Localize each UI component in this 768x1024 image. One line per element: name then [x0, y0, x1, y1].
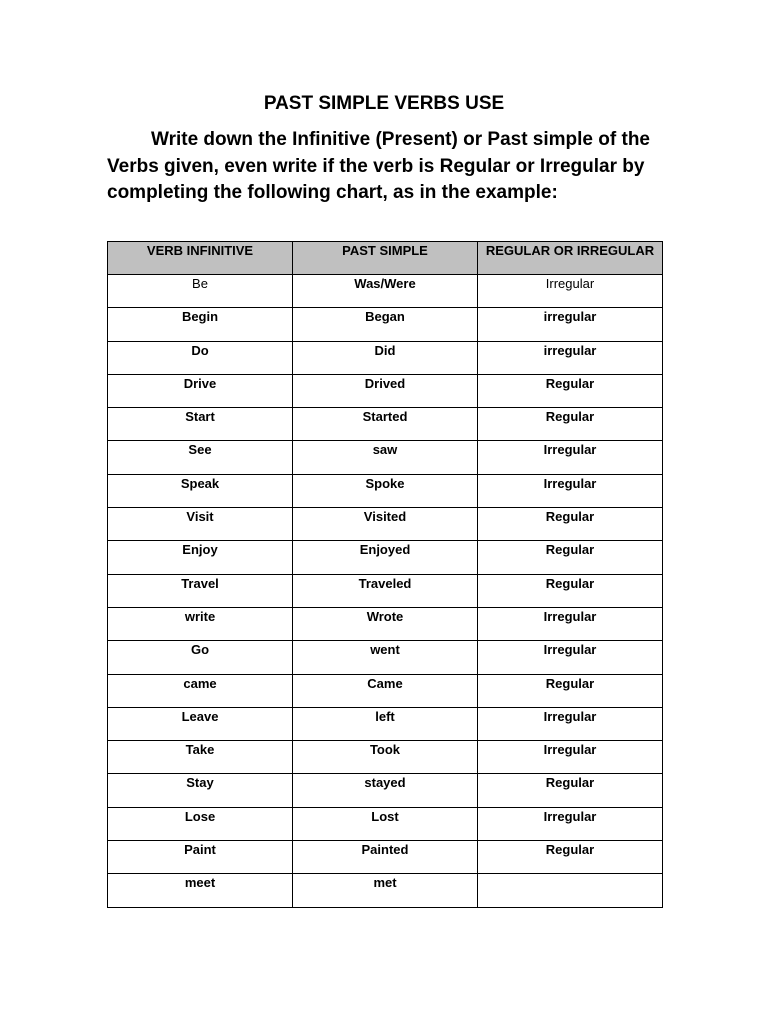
table-header-row: [108, 242, 663, 275]
cell-past-simple: Wrote: [293, 607, 478, 640]
cell-regularity: Irregular: [478, 441, 663, 474]
table-row: [108, 607, 663, 640]
cell-past-simple: Spoke: [293, 474, 478, 507]
table-row: [108, 374, 663, 407]
cell-regularity: Regular: [478, 508, 663, 541]
cell-past-simple: Painted: [293, 841, 478, 874]
cell-past-simple: went: [293, 641, 478, 674]
cell-regularity: Regular: [478, 541, 663, 574]
table-row: [108, 641, 663, 674]
cell-past-simple: Drived: [293, 374, 478, 407]
cell-regularity: Irregular: [478, 707, 663, 740]
table-row: [108, 541, 663, 574]
cell-past-simple: stayed: [293, 774, 478, 807]
cell-infinitive: See: [108, 441, 293, 474]
cell-past-simple: Began: [293, 308, 478, 341]
cell-regularity: Irregular: [478, 641, 663, 674]
cell-infinitive: write: [108, 607, 293, 640]
cell-past-simple: Did: [293, 341, 478, 374]
cell-regularity: Regular: [478, 774, 663, 807]
cell-past-simple: saw: [293, 441, 478, 474]
cell-infinitive: Stay: [108, 774, 293, 807]
cell-infinitive: Begin: [108, 308, 293, 341]
header-regular-or-irregular: REGULAR OR IRREGULAR: [478, 242, 663, 275]
cell-infinitive: Paint: [108, 841, 293, 874]
cell-regularity: Irregular: [478, 275, 663, 308]
cell-past-simple: Took: [293, 741, 478, 774]
cell-infinitive: Be: [108, 275, 293, 308]
table-row: [108, 308, 663, 341]
cell-regularity: irregular: [478, 341, 663, 374]
cell-past-simple: Lost: [293, 807, 478, 840]
cell-infinitive: Do: [108, 341, 293, 374]
table-row: [108, 874, 663, 907]
cell-infinitive: Leave: [108, 707, 293, 740]
cell-regularity: Irregular: [478, 474, 663, 507]
table-row: [108, 841, 663, 874]
cell-past-simple: Came: [293, 674, 478, 707]
table-row: [108, 441, 663, 474]
table-row: [108, 508, 663, 541]
cell-past-simple: Enjoyed: [293, 541, 478, 574]
header-past-simple: PAST SIMPLE: [293, 242, 478, 275]
table-row: [108, 275, 663, 308]
cell-past-simple: Traveled: [293, 574, 478, 607]
table-row: [108, 674, 663, 707]
table-row: [108, 707, 663, 740]
cell-infinitive: Speak: [108, 474, 293, 507]
cell-regularity: Regular: [478, 374, 663, 407]
cell-infinitive: Enjoy: [108, 541, 293, 574]
cell-past-simple: met: [293, 874, 478, 907]
header-verb-infinitive: VERB INFINITIVE: [108, 242, 293, 275]
cell-regularity: Irregular: [478, 807, 663, 840]
cell-regularity: irregular: [478, 308, 663, 341]
cell-regularity: [478, 874, 663, 907]
cell-infinitive: Go: [108, 641, 293, 674]
cell-regularity: Regular: [478, 841, 663, 874]
cell-regularity: Irregular: [478, 607, 663, 640]
cell-infinitive: Drive: [108, 374, 293, 407]
cell-infinitive: Take: [108, 741, 293, 774]
cell-infinitive: Visit: [108, 508, 293, 541]
instructions-paragraph: Write down the Infinitive (Present) or Past simple of the Verbs given, even write if the verb is Regular or Irregular by completing the following chart, as in the example:: [107, 129, 650, 203]
cell-infinitive: Start: [108, 408, 293, 441]
table-row: [108, 807, 663, 840]
cell-past-simple: Visited: [293, 508, 478, 541]
table-row: [108, 574, 663, 607]
cell-infinitive: came: [108, 674, 293, 707]
verb-chart-table: [107, 241, 663, 908]
table-row: [108, 341, 663, 374]
cell-past-simple: Started: [293, 408, 478, 441]
cell-regularity: Regular: [478, 408, 663, 441]
page-title: PAST SIMPLE VERBS USE: [263, 93, 505, 114]
cell-regularity: Regular: [478, 674, 663, 707]
table-row: [108, 474, 663, 507]
table-row: [108, 408, 663, 441]
table-row: [108, 741, 663, 774]
cell-past-simple: left: [293, 707, 478, 740]
cell-infinitive: meet: [108, 874, 293, 907]
cell-regularity: Irregular: [478, 741, 663, 774]
cell-infinitive: Travel: [108, 574, 293, 607]
cell-regularity: Regular: [478, 574, 663, 607]
table-row: [108, 774, 663, 807]
cell-infinitive: Lose: [108, 807, 293, 840]
cell-past-simple: Was/Were: [293, 275, 478, 308]
